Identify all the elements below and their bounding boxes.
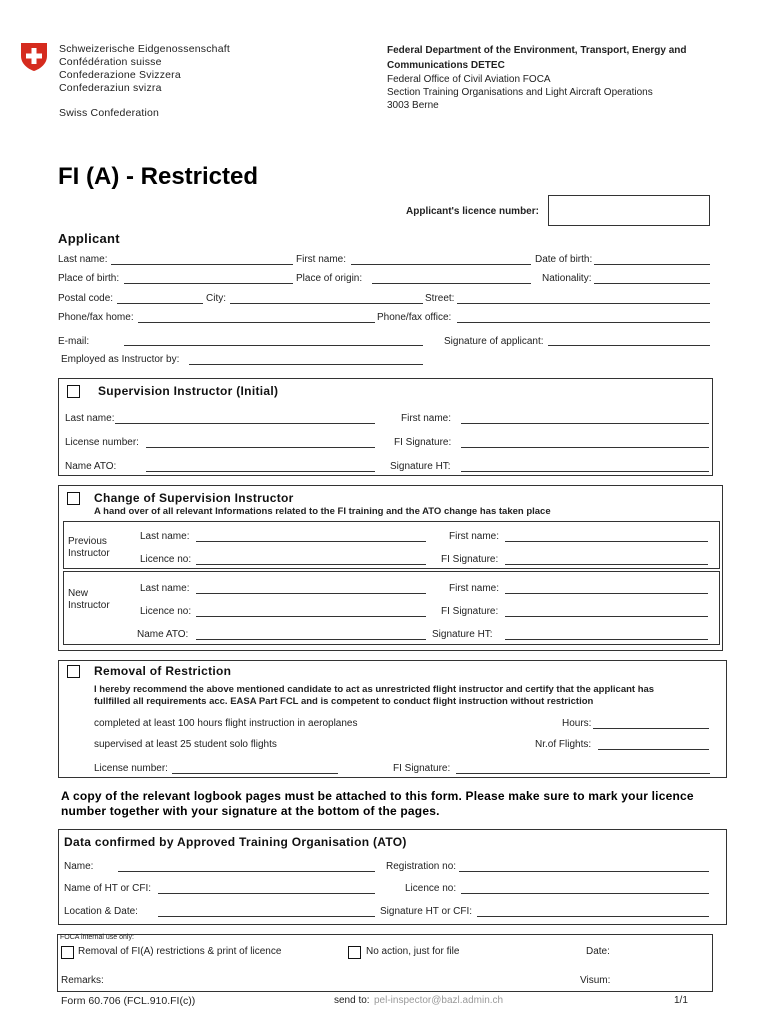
ato-signature-field[interactable]: [477, 916, 709, 917]
sup-ato-label: Name ATO:: [65, 461, 117, 472]
applicant-last-name-label: Last name:: [58, 254, 108, 265]
ato-location-label: Location & Date:: [64, 906, 138, 917]
foca-internal-section: [57, 934, 713, 992]
applicant-street-field[interactable]: [457, 303, 710, 304]
new-label-1: New: [68, 588, 89, 599]
previous-label-1: Previous: [68, 536, 107, 547]
applicant-phone-office-field[interactable]: [457, 322, 710, 323]
foca-no-action-checkbox[interactable]: [348, 946, 361, 959]
ato-registration-label: Registration no:: [386, 861, 457, 872]
new-label-2: Instructor: [68, 600, 110, 611]
logbook-notice-2: number together with your signature at the bottom of the pages.: [61, 804, 440, 818]
ato-ht-name-field[interactable]: [158, 893, 375, 894]
removal-fi-signature-field[interactable]: [456, 773, 710, 774]
new-fi-signature-field[interactable]: [505, 616, 708, 617]
new-fi-signature-label: FI Signature:: [441, 606, 499, 617]
applicant-place-birth-field[interactable]: [124, 283, 293, 284]
applicant-dob-label: Date of birth:: [535, 254, 593, 265]
removal-license-label: License number:: [94, 763, 168, 774]
applicant-first-name-label: First name:: [296, 254, 347, 265]
ato-name-label: Name:: [64, 861, 94, 872]
new-first-name-field[interactable]: [505, 593, 708, 594]
applicant-signature-field[interactable]: [548, 345, 710, 346]
applicant-heading: Applicant: [58, 231, 120, 246]
licence-number-input[interactable]: [548, 195, 710, 226]
applicant-phone-home-label: Phone/fax home:: [58, 312, 134, 323]
new-last-name-field[interactable]: [196, 593, 426, 594]
foca-removal-checkbox[interactable]: [61, 946, 74, 959]
prev-licence-label: Licence no:: [140, 554, 192, 565]
new-first-name-label: First name:: [449, 583, 500, 594]
prev-last-name-field[interactable]: [196, 541, 426, 542]
applicant-nationality-label: Nationality:: [542, 273, 592, 284]
sup-license-label: License number:: [65, 437, 139, 448]
sup-last-name-label: Last name:: [65, 413, 115, 424]
prev-first-name-label: First name:: [449, 531, 500, 542]
dept-line-2: Communications DETEC: [387, 60, 505, 71]
new-licence-field[interactable]: [196, 616, 426, 617]
confed-line-4: Confederaziun svizra: [59, 82, 162, 94]
prev-last-name-label: Last name:: [140, 531, 190, 542]
office-city: 3003 Berne: [387, 100, 439, 111]
applicant-city-field[interactable]: [230, 303, 423, 304]
ato-licence-label: Licence no:: [405, 883, 457, 894]
applicant-phone-home-field[interactable]: [138, 322, 375, 323]
sup-ht-signature-field[interactable]: [461, 471, 709, 472]
change-heading: Change of Supervision Instructor: [94, 491, 294, 505]
prev-fi-signature-field[interactable]: [505, 564, 708, 565]
applicant-email-label: E-mail:: [58, 336, 90, 347]
sup-first-name-field[interactable]: [461, 423, 709, 424]
removal-hours-field[interactable]: [593, 728, 709, 729]
applicant-postal-field[interactable]: [117, 303, 203, 304]
foca-visum-label: Visum:: [580, 975, 611, 986]
sup-license-field[interactable]: [146, 447, 375, 448]
removal-heading: Removal of Restriction: [94, 664, 232, 678]
applicant-phone-office-label: Phone/fax office:: [377, 312, 452, 323]
prev-licence-field[interactable]: [196, 564, 426, 565]
foca-remarks-label: Remarks:: [61, 975, 104, 986]
previous-label-2: Instructor: [68, 548, 110, 559]
page-title: FI (A) - Restricted: [58, 163, 259, 190]
applicant-first-name-field[interactable]: [351, 264, 531, 265]
page-number: 1/1: [674, 995, 688, 1006]
sup-fi-signature-field[interactable]: [461, 447, 709, 448]
ato-heading: Data confirmed by Approved Training Organisation (ATO): [64, 835, 407, 849]
supervision-checkbox[interactable]: [67, 385, 80, 398]
removal-text-1: I hereby recommend the above mentioned candidate to act as unrestricted flight instructor and certify that the applicant has: [94, 684, 655, 695]
sup-ht-signature-label: Signature HT:: [390, 461, 451, 472]
sup-first-name-label: First name:: [401, 413, 452, 424]
employed-label: Employed as Instructor by:: [61, 354, 180, 365]
swiss-crest-icon: [20, 42, 48, 72]
confed-line-2: Confédération suisse: [59, 56, 162, 68]
section-name: Section Training Organisations and Light Aircraft Operations: [387, 87, 653, 98]
foca-no-action-label: No action, just for file: [366, 946, 460, 957]
removal-solo-text: supervised at least 25 student solo flights: [94, 739, 277, 750]
ato-licence-field[interactable]: [461, 893, 709, 894]
foca-removal-label: Removal of FI(A) restrictions & print of licence: [78, 946, 282, 957]
send-to-email[interactable]: pel-inspector@bazl.admin.ch: [374, 995, 504, 1006]
new-last-name-label: Last name:: [140, 583, 190, 594]
applicant-city-label: City:: [206, 293, 226, 304]
licence-number-label: Applicant's licence number:: [406, 206, 539, 217]
applicant-postal-label: Postal code:: [58, 293, 114, 304]
removal-hours-label: Hours:: [562, 718, 592, 729]
removal-checkbox[interactable]: [67, 665, 80, 678]
dept-line-1: Federal Department of the Environment, Transport, Energy and: [387, 45, 687, 56]
removal-text-2: fullfilled all requirements acc. EASA Part FCL and is competent to conduct flight instruction without restriction: [94, 696, 594, 707]
applicant-email-field[interactable]: [124, 345, 423, 346]
office-name: Federal Office of Civil Aviation FOCA: [387, 74, 551, 85]
applicant-street-label: Street:: [425, 293, 455, 304]
form-number: Form 60.706 (FCL.910.FI(c)): [61, 995, 196, 1007]
applicant-dob-field[interactable]: [594, 264, 710, 265]
prev-fi-signature-label: FI Signature:: [441, 554, 499, 565]
ato-registration-field[interactable]: [459, 871, 709, 872]
applicant-place-birth-label: Place of birth:: [58, 273, 120, 284]
removal-flights-field[interactable]: [598, 749, 709, 750]
applicant-signature-label: Signature of applicant:: [444, 336, 544, 347]
new-ht-signature-field[interactable]: [505, 639, 708, 640]
new-ht-signature-label: Signature HT:: [432, 629, 493, 640]
supervision-heading: Supervision Instructor (Initial): [98, 384, 279, 398]
sup-fi-signature-label: FI Signature:: [394, 437, 452, 448]
ato-name-field[interactable]: [118, 871, 375, 872]
ato-signature-label: Signature HT or CFI:: [380, 906, 473, 917]
foca-date-label: Date:: [586, 946, 610, 957]
employed-field[interactable]: [189, 364, 423, 365]
removal-flights-label: Nr.of Flights:: [535, 739, 592, 750]
removal-hours-text: completed at least 100 hours flight instruction in aeroplanes: [94, 718, 358, 729]
applicant-place-origin-field[interactable]: [372, 283, 531, 284]
removal-fi-signature-label: FI Signature:: [393, 763, 451, 774]
change-note: A hand over of all relevant Informations related to the FI training and the ATO change has taken place: [94, 506, 551, 517]
confed-english: Swiss Confederation: [59, 107, 160, 119]
ato-location-field[interactable]: [158, 916, 375, 917]
prev-first-name-field[interactable]: [505, 541, 708, 542]
applicant-place-origin-label: Place of origin:: [296, 273, 363, 284]
foca-internal-label: FOCA internal use only:: [60, 934, 134, 941]
confed-line-3: Confederazione Svizzera: [59, 69, 181, 81]
sup-ato-field[interactable]: [146, 471, 375, 472]
logbook-notice-1: A copy of the relevant logbook pages must be attached to this form. Please make sure to mark your licence: [61, 789, 694, 803]
sup-last-name-field[interactable]: [115, 423, 375, 424]
confed-line-1: Schweizerische Eidgenossenschaft: [59, 43, 230, 55]
new-ato-field[interactable]: [196, 639, 426, 640]
applicant-last-name-field[interactable]: [111, 264, 293, 265]
new-ato-label: Name ATO:: [137, 629, 189, 640]
new-licence-label: Licence no:: [140, 606, 192, 617]
removal-license-field[interactable]: [172, 773, 338, 774]
applicant-nationality-field[interactable]: [594, 283, 710, 284]
send-to-label: send to:: [334, 995, 370, 1006]
change-checkbox[interactable]: [67, 492, 80, 505]
ato-ht-name-label: Name of HT or CFI:: [64, 883, 152, 894]
